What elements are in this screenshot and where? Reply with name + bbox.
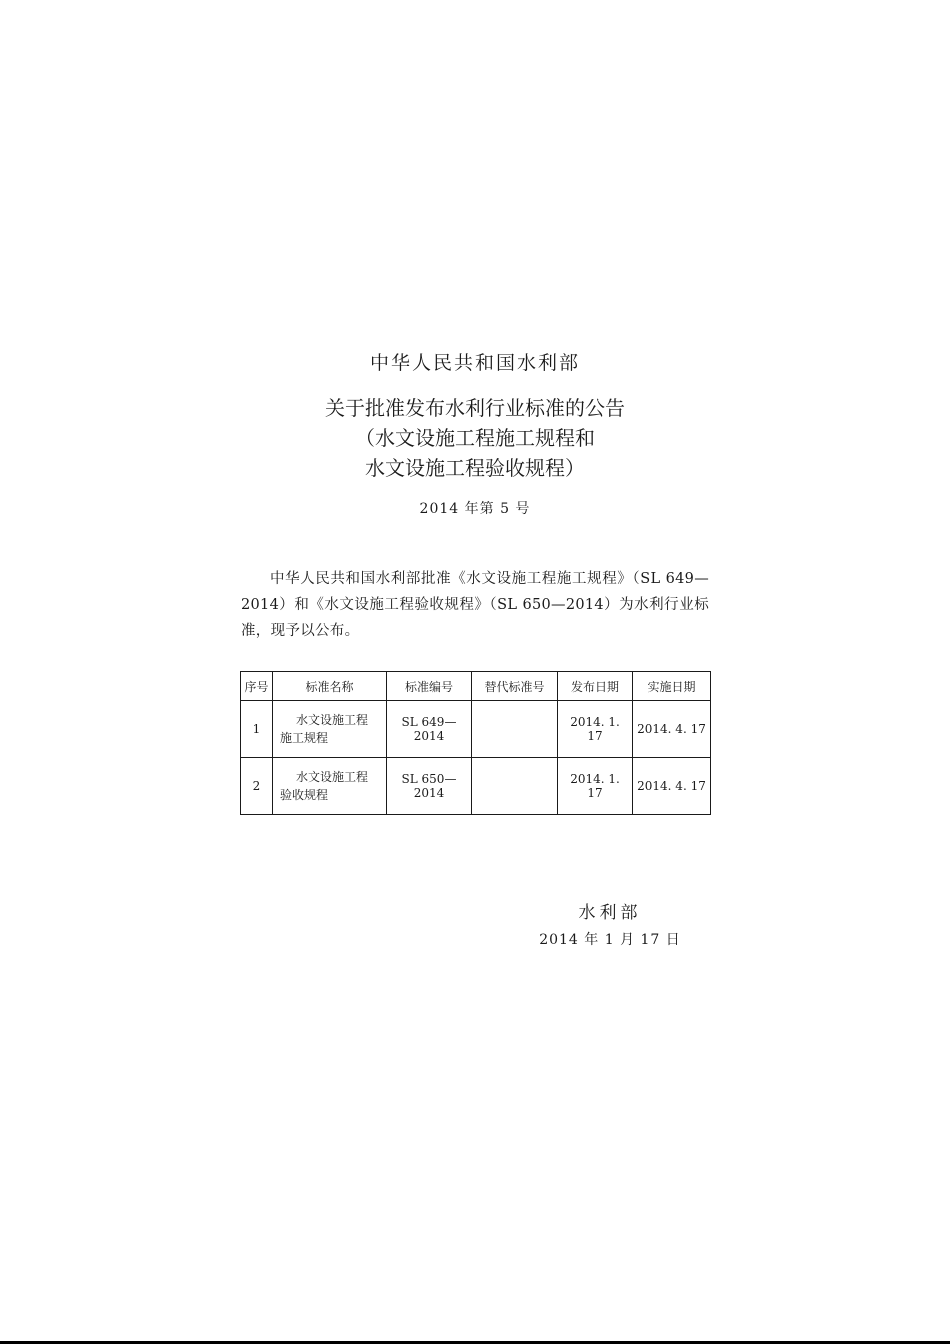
signature-date: 2014 年 1 月 17 日: [539, 932, 681, 948]
cell-name: [273, 701, 387, 758]
cell-effective: 2014. 4. 17: [633, 701, 711, 758]
header-published: 发布日期: [558, 672, 633, 701]
header-effective: 实施日期: [633, 672, 711, 701]
cell-effective: 2014. 4. 17: [633, 758, 711, 815]
cell-published: 2014. 1. 17: [558, 701, 633, 758]
notice-title: [0, 393, 950, 483]
cell-name-line-1: 水文设施工程: [296, 713, 369, 727]
table-header-row: [241, 672, 711, 701]
notice-title-line-3: 水文设施工程验收规程）: [365, 456, 585, 480]
cell-name: [273, 758, 387, 815]
header-name: 标准名称: [273, 672, 387, 701]
cell-replaces: [472, 701, 558, 758]
notice-title-line-1: 关于批准发布水利行业标准的公告: [325, 396, 625, 420]
cell-seq: 2: [241, 758, 273, 815]
cell-published: 2014. 1. 17: [558, 758, 633, 815]
cell-name-line-1: 水文设施工程: [296, 770, 369, 784]
header-seq: 序号: [241, 672, 273, 701]
cell-replaces: [472, 758, 558, 815]
header-replaces: 替代标准号: [472, 672, 558, 701]
cell-name-line-2: 验收规程: [280, 788, 329, 802]
cell-seq: 1: [241, 701, 273, 758]
header-code: 标准编号: [387, 672, 472, 701]
table-row: [241, 701, 711, 758]
standards-table: [240, 671, 711, 815]
table-row: [241, 758, 711, 815]
notice-body-paragraph: 中华人民共和国水利部批准《水文设施工程施工规程》（SL 649—2014）和《水文设施工程验收规程》（SL 650—2014）为水利行业标准，现予以公布。: [241, 571, 709, 639]
cell-name-line-2: 施工规程: [280, 731, 329, 745]
cell-code: SL 649—2014: [387, 701, 472, 758]
notice-number: 2014 年第 5 号: [419, 501, 531, 517]
signature-organization: 水利部: [578, 903, 642, 923]
ministry-title: 中华人民共和国水利部: [369, 352, 580, 374]
cell-code: SL 650—2014: [387, 758, 472, 815]
notice-title-line-2: （水文设施工程施工规程和: [355, 426, 595, 450]
